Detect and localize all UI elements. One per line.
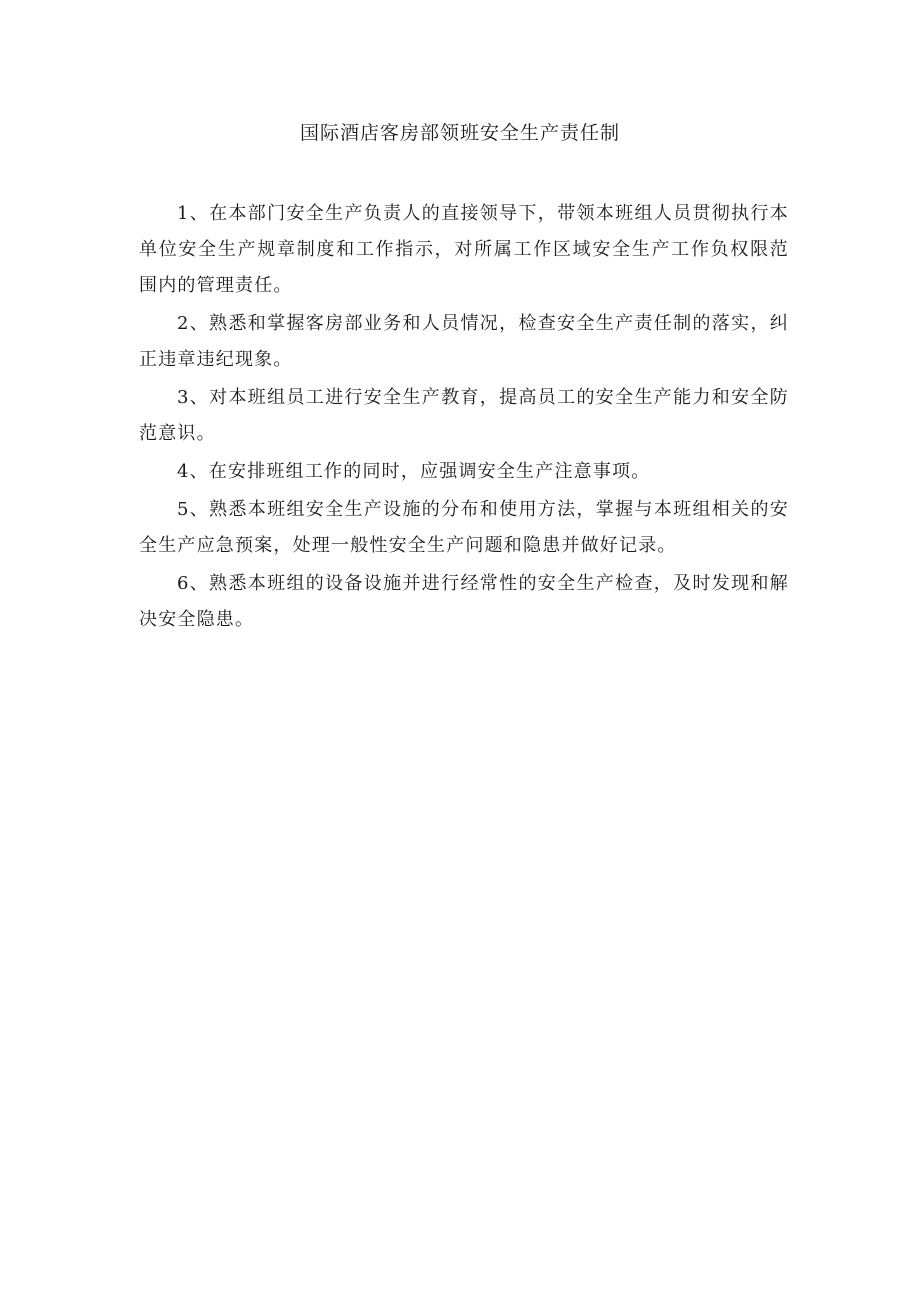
document-body (139, 196, 789, 640)
clause-5: 5、熟悉本班组安全生产设施的分布和使用方法，掌握与本班组相关的安全生产应急预案，处理一般性安全生产问题和隐患并做好记录。 (139, 499, 789, 556)
clause-4: 4、在安排班组工作的同时，应强调安全生产注意事项。 (177, 461, 651, 482)
document-title: 国际酒店客房部领班安全生产责任制 (299, 122, 620, 144)
clause-2: 2、熟悉和掌握客房部业务和人员情况，检查安全生产责任制的落实，纠正违章违纪现象。 (139, 313, 789, 370)
clause-6: 6、熟悉本班组的设备设施并进行经常性的安全生产检查，及时发现和解决安全隐患。 (139, 573, 789, 630)
clause-1: 1、在本部门安全生产负责人的直接领导下，带领本班组人员贯彻执行本单位安全生产规章制度和工作指示，对所属工作区域安全生产工作负权限范围内的管理责任。 (139, 203, 789, 296)
clause-3: 3、对本班组员工进行安全生产教育，提高员工的安全生产能力和安全防范意识。 (139, 387, 789, 444)
